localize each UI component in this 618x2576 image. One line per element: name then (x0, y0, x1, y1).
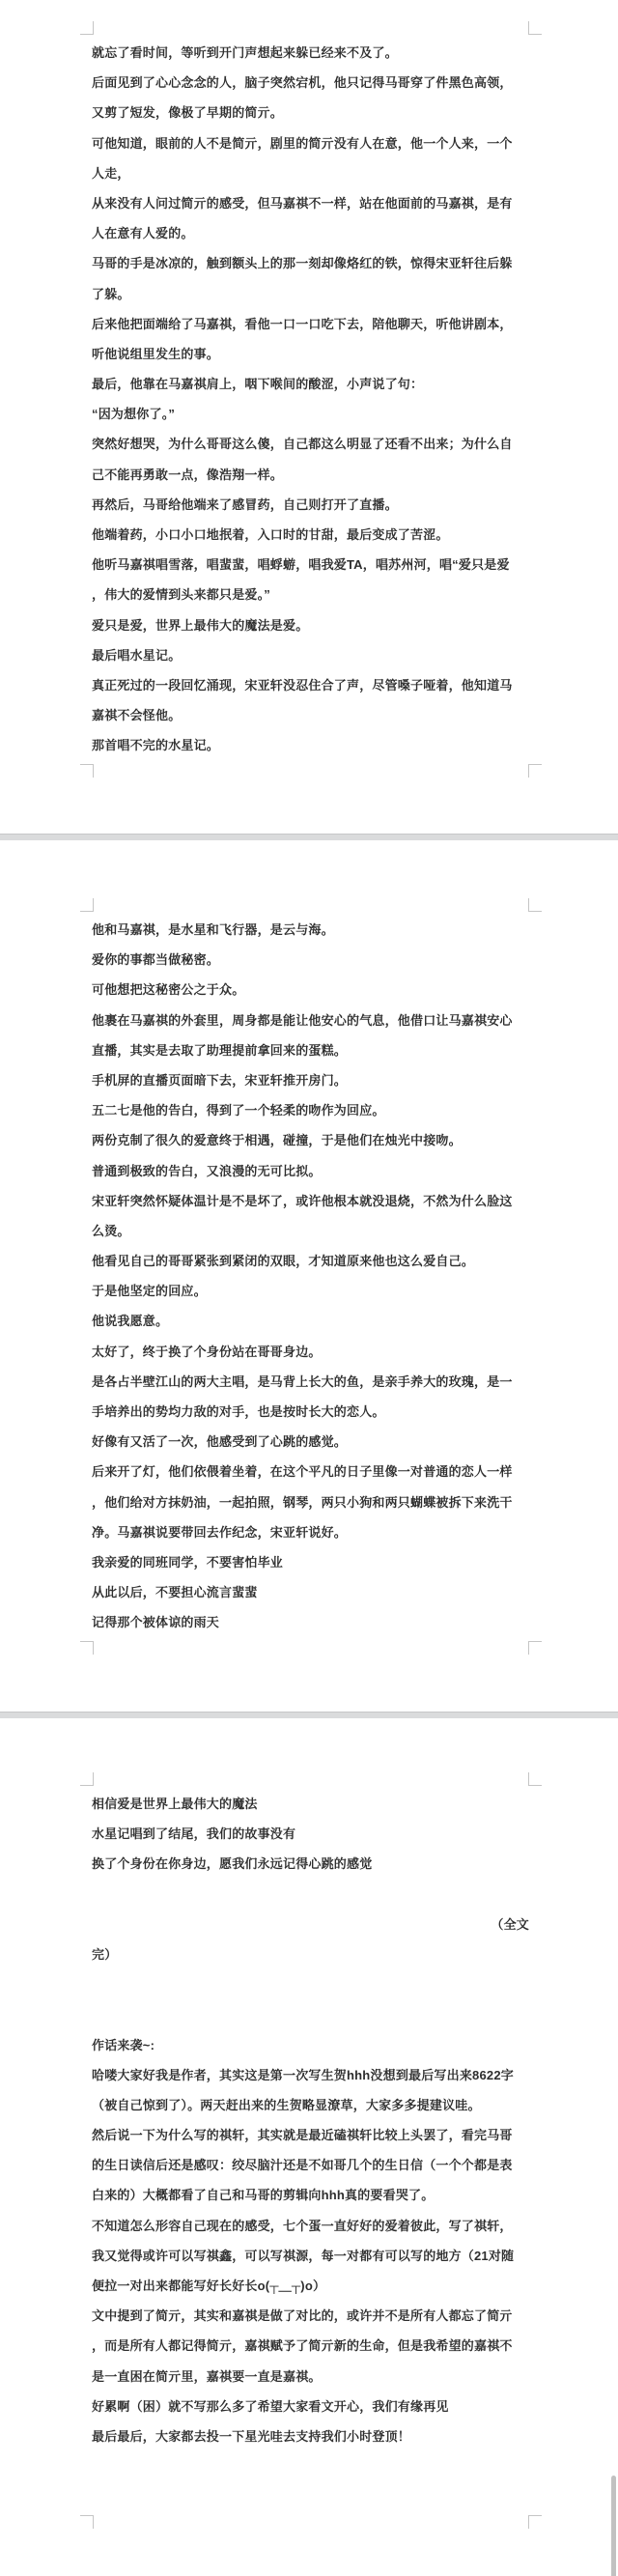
text-line: “因为想你了。” (92, 407, 176, 422)
text-line: 好累啊（困）就不写那么多了希望大家看文开心，我们有缘再见 (92, 2398, 449, 2414)
text-line: 哈喽大家好我是作者，其实这是第一次写生贺hhh没想到最后写出来8622字 (92, 2067, 514, 2082)
text-line: ，而是所有人都记得简亓，嘉祺赋予了简亓新的生命，但是我希望的嘉祺不 (92, 2338, 513, 2354)
text-line: 作话来袭~: (92, 2037, 155, 2052)
text-line: 手培养出的势均力敌的对手，也是按时长大的恋人。 (92, 1404, 385, 1419)
text-line: 最后唱水星记。 (92, 647, 182, 663)
text-line: 后面见到了心心念念的人，脑子突然宕机，他只记得马哥穿了件黑色高领， (92, 75, 513, 91)
margin-mark-top-left (80, 1772, 94, 1786)
text-line: 从来没有人问过简亓的感受，但马嘉祺不一样，站在他面前的马嘉祺，是有 (92, 195, 513, 211)
text-line: 最后，他靠在马嘉祺肩上，咽下喉间的酸涩，小声说了句： (92, 377, 424, 392)
text-line: 嘉祺不会怪他。 (92, 708, 182, 723)
text-line: 于是他坚定的回应。 (92, 1284, 207, 1299)
text-line: 五二七是他的告白，得到了一个轻柔的吻作为回应。 (92, 1103, 385, 1118)
text-line: 水星记唱到了结尾，我们的故事没有 (92, 1826, 296, 1842)
text-line: ，伟大的爱情到头来都只是爱。” (92, 587, 271, 603)
text-line: 的生日读信后还是感叹：绞尽脑汁还是不如哥几个的生日信（一个个都是表 (92, 2158, 513, 2173)
text-line: 他听马嘉祺唱雪落，唱蜚蜚，唱蜉蝣，唱我爱TA，唱苏州河，唱“爱只是爱 (92, 557, 510, 573)
text-line: 直播，其实是去取了助理提前拿回来的蛋糕。 (92, 1042, 348, 1058)
text-line: 他和马嘉祺，是水星和飞行器，是云与海。 (92, 922, 334, 937)
text-line: 人在意有人爱的。 (92, 226, 194, 241)
text-line: 人走， (92, 165, 130, 181)
text-line: 从此以后，不要担心流言蜚蜚 (92, 1585, 258, 1600)
text-line: 普通到极致的告白，又浪漫的无可比拟。 (92, 1163, 322, 1178)
text-line: 后来他把面端给了马嘉祺，看他一口一口吃下去，陪他聊天，听他讲剧本， (92, 316, 513, 331)
margin-mark-bottom-left (80, 764, 94, 778)
page-1-text (92, 38, 529, 761)
text-line: 听他说组里发生的事。 (92, 346, 220, 361)
text-line: 就忘了看时间，等听到开门声想起来躲已经来不及了。 (92, 45, 398, 60)
text-line: 再然后，马哥给他端来了感冒药，自己则打开了直播。 (92, 496, 398, 512)
text-line: 是一直困在简亓里，嘉祺要一直是嘉祺。 (92, 2368, 322, 2384)
text-line: 可他知道，眼前的人不是简亓，剧里的简亓没有人在意，他一个人来，一个 (92, 135, 513, 151)
text-line: 后来开了灯，他们依偎着坐着，在这个平凡的日子里像一对普通的恋人一样 (92, 1464, 513, 1480)
margin-mark-top-left (80, 898, 94, 912)
text-line: 了躲。 (92, 286, 130, 301)
text-line: 白来的）大概都看了自己和马哥的剪辑向hhh真的要看哭了。 (92, 2188, 435, 2203)
margin-mark-bottom-left (80, 2515, 94, 2529)
margin-mark-bottom-left (80, 1641, 94, 1655)
margin-mark-bottom-right (528, 1641, 542, 1655)
margin-mark-top-right (528, 1772, 542, 1786)
text-line: 宋亚轩突然怀疑体温计是不是坏了，或许他根本就没退烧，不然为什么脸这 (92, 1193, 513, 1208)
page-break (0, 1712, 618, 1718)
text-line: 两份克制了很久的爱意终于相遇，碰撞，于是他们在烛光中接吻。 (92, 1133, 462, 1148)
text-line: 他看见自己的哥哥紧张到紧闭的双眼，才知道原来他也这么爱自己。 (92, 1254, 475, 1269)
margin-mark-top-right (528, 21, 542, 35)
page-2-text (92, 915, 529, 1638)
text-line: 净。马嘉祺说要带回去作纪念，宋亚轩说好。 (92, 1524, 348, 1540)
page-2 (0, 840, 618, 1712)
text-line: 真正死过的一段回忆涌现，宋亚轩没忍住合了声，尽管嗓子哑着，他知道马 (92, 677, 513, 693)
text-line: 便拉一对出来都能写好长好长o(┬＿┬)o） (92, 2279, 326, 2293)
text-line: 他裹在马嘉祺的外套里，周身都是能让他安心的气息，他借口让马嘉祺安心 (92, 1012, 513, 1028)
text-line: （全文 (491, 1916, 529, 1932)
margin-mark-top-left (80, 21, 94, 35)
text-line: （被自己惊到了）。两天赶出来的生贺略显潦草，大家多多提建议哇。 (92, 2097, 481, 2112)
text-line: 太好了，终于换了个身份站在哥哥身边。 (92, 1344, 322, 1359)
text-line: ，他们给对方抹奶油，一起拍照，钢琴，两只小狗和两只蝴蝶被拆下来洗干 (92, 1494, 513, 1510)
margin-mark-bottom-right (528, 2515, 542, 2529)
text-line: 好像有又活了一次，他感受到了心跳的感觉。 (92, 1434, 348, 1450)
page-3 (0, 1718, 618, 2576)
text-line: 可他想把这秘密公之于众。 (92, 982, 245, 998)
text-line: 不知道怎么形容自己现在的感受，七个蛋一直好好的爱着彼此，写了祺轩， (92, 2218, 513, 2233)
text-line: 换了个身份在你身边，愿我们永远记得心跳的感觉 (92, 1856, 373, 1872)
text-line: 爱只是爱，世界上最伟大的魔法是爱。 (92, 617, 309, 633)
page-break (0, 834, 618, 840)
text-line: 爱你的事都当做秘密。 (92, 952, 220, 968)
text-line: 完） (92, 1946, 118, 1962)
text-line: 己不能再勇敢一点，像浩翔一样。 (92, 467, 284, 482)
text-line: 是各占半壁江山的两大主唱，是马背上长大的鱼，是亲手养大的玫瑰，是一 (92, 1373, 513, 1389)
text-line: 我亲爱的同班同学，不要害怕毕业 (92, 1554, 284, 1570)
margin-mark-bottom-right (528, 764, 542, 778)
scrollbar-thumb[interactable] (611, 2476, 616, 2576)
text-line: 那首唱不完的水星记。 (92, 738, 220, 753)
text-line: 我又觉得或许可以写祺鑫，可以写祺源，每一对都有可以写的地方（21对随 (92, 2248, 515, 2263)
text-line: 相信爱是世界上最伟大的魔法 (92, 1797, 258, 1811)
text-line: 又剪了短发，像极了早期的简亓。 (92, 105, 284, 121)
text-line: 他端着药，小口小口地抿着，入口时的甘甜，最后变成了苦涩。 (92, 527, 449, 542)
text-line (92, 1880, 529, 1910)
text-line: 然后说一下为什么写的祺轩，其实就是最近磕祺轩比较上头罢了，看完马哥 (92, 2128, 513, 2143)
text-line (92, 1969, 529, 1999)
page-1 (0, 0, 618, 834)
text-line: 他说我愿意。 (92, 1314, 169, 1329)
text-line: 突然好想哭，为什么哥哥这么傻，自己都这么明显了还看不出来；为什么自 (92, 437, 513, 452)
margin-mark-top-right (528, 898, 542, 912)
text-line: 马哥的手是冰凉的，触到额头上的那一刻却像烙红的铁，惊得宋亚轩往后躲 (92, 256, 513, 271)
text-line: 手机屏的直播页面暗下去，宋亚轩推开房门。 (92, 1072, 348, 1088)
text-line: 最后最后，大家都去投一下星光哇去支持我们小时登顶！ (92, 2428, 411, 2444)
page-3-text (92, 1789, 529, 2451)
text-line: 么烫。 (92, 1223, 130, 1238)
text-line: 记得那个被体谅的雨天 (92, 1615, 220, 1630)
text-line: 文中提到了简亓，其实和嘉祺是做了对比的，或许并不是所有人都忘了简亓 (92, 2308, 513, 2324)
text-line (92, 1999, 529, 2029)
